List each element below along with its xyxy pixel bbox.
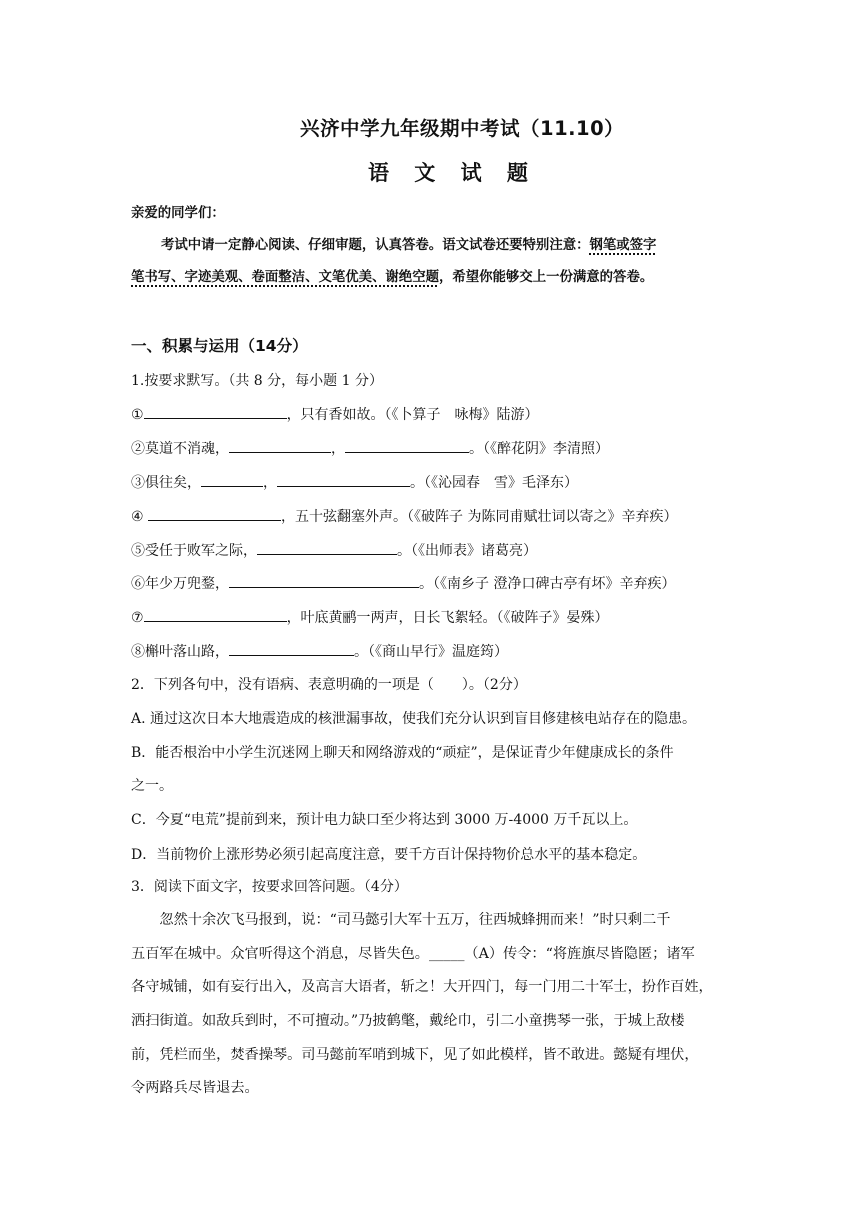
page-subtitle: 语 文 试 题 xyxy=(368,161,537,185)
answer-blank[interactable] xyxy=(257,540,397,555)
section-heading: 一、积累与运用（14分） xyxy=(131,337,308,355)
intro-line-1 xyxy=(161,235,656,255)
passage-line: 五百军在城中。众官听得这个消息，尽皆失色。_____（A）传令：“将旌旗尽皆隐匿；诸军 xyxy=(131,946,695,962)
passage-line: 忽然十余次飞马报到，说：“司马懿引大军十五万，往西城蜂拥而来！”时只剩二千 xyxy=(131,912,671,928)
answer-blank[interactable] xyxy=(144,607,287,622)
answer-blank[interactable] xyxy=(345,438,469,453)
fill-item: ⑥年少万兜鍪， 。（《南乡子 澄净口碑古亭有坏》辛弃疾） xyxy=(131,573,675,594)
option-c: C．今夏“电荒”提前到来，预计电力缺口至少将达到 3000 万-4000 万千瓦以上。 xyxy=(131,812,638,828)
option-d: D．当前物价上涨形势必须引起高度注意，要千方百计保持物价总水平的基本稳定。 xyxy=(131,847,647,863)
page-title: 兴济中学九年级期中考试（11.10） xyxy=(300,117,625,140)
answer-blank[interactable] xyxy=(229,438,331,453)
greeting: 亲爱的同学们： xyxy=(131,205,225,221)
intro-emphasis: 钢笔或签字 xyxy=(589,237,657,253)
question-stem: 3．阅读下面文字，按要求回答问题。（4分） xyxy=(131,879,408,895)
fill-item: ⑧槲叶落山路， 。（《商山早行》温庭筠） xyxy=(131,641,508,662)
fill-item: ②莫道不消魂， ， 。（《醉花阴》李清照） xyxy=(131,438,609,459)
passage-line: 前，凭栏而坐，焚香操琴。司马懿前军哨到城下，见了如此模样，皆不敢进。懿疑有埋伏， xyxy=(131,1047,699,1063)
option-a: A. 通过这次日本大地震造成的核泄漏事故，使我们充分认识到盲目修建核电站存在的隐患。 xyxy=(131,711,697,727)
passage-line: 令两路兵尽皆退去。 xyxy=(131,1080,259,1096)
fill-item: ① ，只有香如故。（《卜算子 咏梅》陆游） xyxy=(131,404,539,425)
passage-line: 洒扫街道。如敌兵到时，不可擅动。”乃披鹤氅，戴纶巾，引二小童携琴一张，于城上敌楼 xyxy=(131,1013,685,1029)
answer-blank[interactable] xyxy=(148,506,281,521)
intro-text: 考试中请一定静心阅读、仔细审题，认真答卷。语文试卷还要特别注意： xyxy=(161,237,590,253)
fill-item: ⑤受任于败军之际， 。（《出师表》诸葛亮） xyxy=(131,540,537,561)
intro-line-2 xyxy=(131,267,653,287)
answer-blank[interactable] xyxy=(229,641,354,656)
answer-blank[interactable] xyxy=(277,472,410,487)
fill-item: ④ ，五十弦翻塞外声。（《破阵子 为陈同甫赋壮词以寄之》辛弃疾） xyxy=(131,506,677,527)
intro-emphasis: 笔书写、字迹美观、卷面整洁、文笔优美、谢绝空题 xyxy=(131,269,439,285)
fill-item: ⑦ ，叶底黄鹂一两声，日长飞絮轻。（《破阵子》晏殊） xyxy=(131,607,609,628)
question-stem: 2．下列各句中，没有语病、表意明确的一项是（ ）。（2分） xyxy=(131,677,527,693)
answer-blank[interactable] xyxy=(229,573,419,588)
answer-blank[interactable] xyxy=(201,472,263,487)
question-stem: 1.按要求默写。（共 8 分，每小题 1 分） xyxy=(131,373,383,389)
option-b: B．能否根治中小学生沉迷网上聊天和网络游戏的“顽症”，是保证青少年健康成长的条件 xyxy=(131,745,674,761)
fill-item: ③俱往矣， ， 。（《沁园春 雪》毛泽东） xyxy=(131,472,578,493)
intro-text: ，希望你能够交上一份满意的答卷。 xyxy=(438,269,654,285)
option-b-continued: 之一。 xyxy=(131,778,173,794)
answer-blank[interactable] xyxy=(144,404,287,419)
passage-line: 各守城铺，如有妄行出入，及高言大语者，斩之！大开四门，每一门用二十军士，扮作百姓， xyxy=(131,979,713,995)
